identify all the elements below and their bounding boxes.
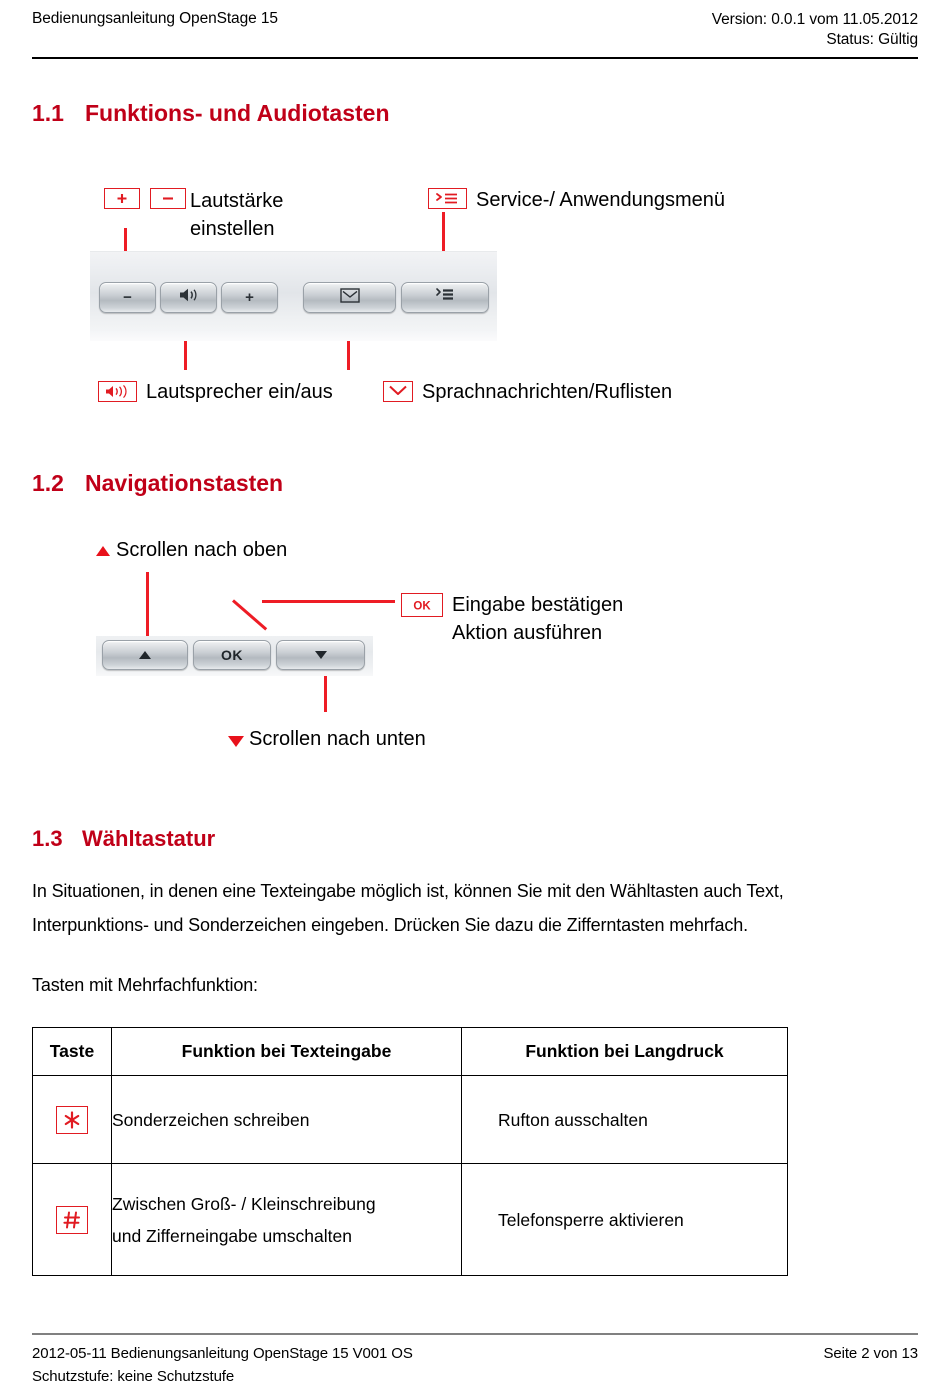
section-number-1-3: 1.3 <box>32 826 63 851</box>
scroll-down-label: Scrollen nach unten <box>249 728 426 750</box>
table-cell-long-press: Rufton ausschalten <box>462 1076 788 1164</box>
connector-scroll-down-stem <box>324 676 327 712</box>
svg-text:OK: OK <box>413 600 431 613</box>
voicemail-label: Sprachnachrichten/Ruflisten <box>422 381 673 403</box>
connector-ok-diagonal <box>232 599 267 630</box>
section-number-1-1: 1.1 <box>32 100 64 126</box>
volume-label-line1: Lautstärke <box>190 190 284 212</box>
hash-key-icon <box>56 1206 88 1234</box>
header-version: Version: 0.0.1 vom 11.05.2012 <box>711 11 918 28</box>
section-number-1-2: 1.2 <box>32 470 64 496</box>
connector-ok-horizontal <box>262 600 395 603</box>
dialpad-paragraph-line1: In Situationen, in denen eine Texteingabe möglich ist, können Sie mit den Wähltasten auch Text, <box>32 881 784 901</box>
scroll-down-button[interactable] <box>276 640 365 670</box>
service-menu-label: Service-/ Anwendungsmenü <box>476 189 726 211</box>
dialpad-paragraph-line2: Interpunktions- und Sonderzeichen eingeben. Drücken Sie dazu die Zifferntasten mehrfach. <box>32 915 748 935</box>
ok-button-label: OK <box>221 647 243 663</box>
table-intro-text: Tasten mit Mehrfachfunktion: <box>32 975 258 995</box>
volume-label-line2: einstellen <box>190 218 275 240</box>
header-doc-title: Bedienungsanleitung OpenStage 15 <box>32 10 278 27</box>
footer-divider <box>32 1333 918 1335</box>
asterisk-key-icon <box>56 1106 88 1134</box>
arrow-up-icon <box>139 651 151 659</box>
footer-page-number: Seite 2 von 13 <box>823 1345 918 1362</box>
page-footer <box>32 1342 918 1388</box>
table-cell-text-input-line1: Zwischen Groß- / Kleinschreibung <box>112 1193 376 1214</box>
section-title-1-1: Funktions- und Audiotasten <box>85 100 390 126</box>
minus-icon: − <box>123 289 132 306</box>
ok-label <box>452 591 623 647</box>
ok-label-line2: Aktion ausführen <box>452 622 603 644</box>
scroll-up-label: Scrollen nach oben <box>116 539 288 561</box>
footer-protection-level: Schutzstufe: keine Schutzstufe <box>32 1368 235 1385</box>
ok-label-line1: Eingabe bestätigen <box>452 594 624 616</box>
arrow-down-icon <box>315 651 327 659</box>
dialpad-paragraph <box>32 874 832 942</box>
scroll-up-button[interactable] <box>102 640 188 670</box>
header-status: Status: Gültig <box>826 31 918 48</box>
table-row <box>33 1076 788 1164</box>
column-header-long-press: Funktion bei Langdruck <box>462 1028 788 1076</box>
speaker-label: Lautsprecher ein/aus <box>146 381 333 403</box>
section-title-1-3: Wähltastatur <box>82 826 216 851</box>
triangle-down-icon <box>228 736 244 747</box>
table-cell-long-press: Telefonsperre aktivieren <box>462 1164 788 1276</box>
ok-key-icons <box>401 593 443 617</box>
table-cell-text-input: Sonderzeichen schreiben <box>112 1076 462 1164</box>
section-heading-1-3 <box>32 826 215 852</box>
table-row <box>33 1164 788 1276</box>
ok-button[interactable] <box>193 640 271 670</box>
column-header-key: Taste <box>33 1028 112 1076</box>
table-header-row <box>33 1028 788 1076</box>
section-title-1-2: Navigationstasten <box>85 470 284 496</box>
table-cell-text-input <box>112 1164 462 1276</box>
navigation-button-panel-image <box>96 636 373 676</box>
table-cell-key-icon <box>33 1076 112 1164</box>
ok-key-icon <box>401 593 443 617</box>
footer-doc-reference: 2012-05-11 Bedienungsanleitung OpenStage 15 V001 OS <box>32 1345 413 1362</box>
connector-scroll-up-stem <box>146 572 149 640</box>
triangle-up-icon <box>96 546 110 556</box>
table-cell-text-input-line2: und Zifferneingabe umschalten <box>112 1225 352 1246</box>
table-cell-key-icon <box>33 1164 112 1276</box>
column-header-text-input: Funktion bei Texteingabe <box>112 1028 462 1076</box>
plus-icon: + <box>245 289 254 306</box>
multifunction-keys-table <box>32 1027 788 1276</box>
